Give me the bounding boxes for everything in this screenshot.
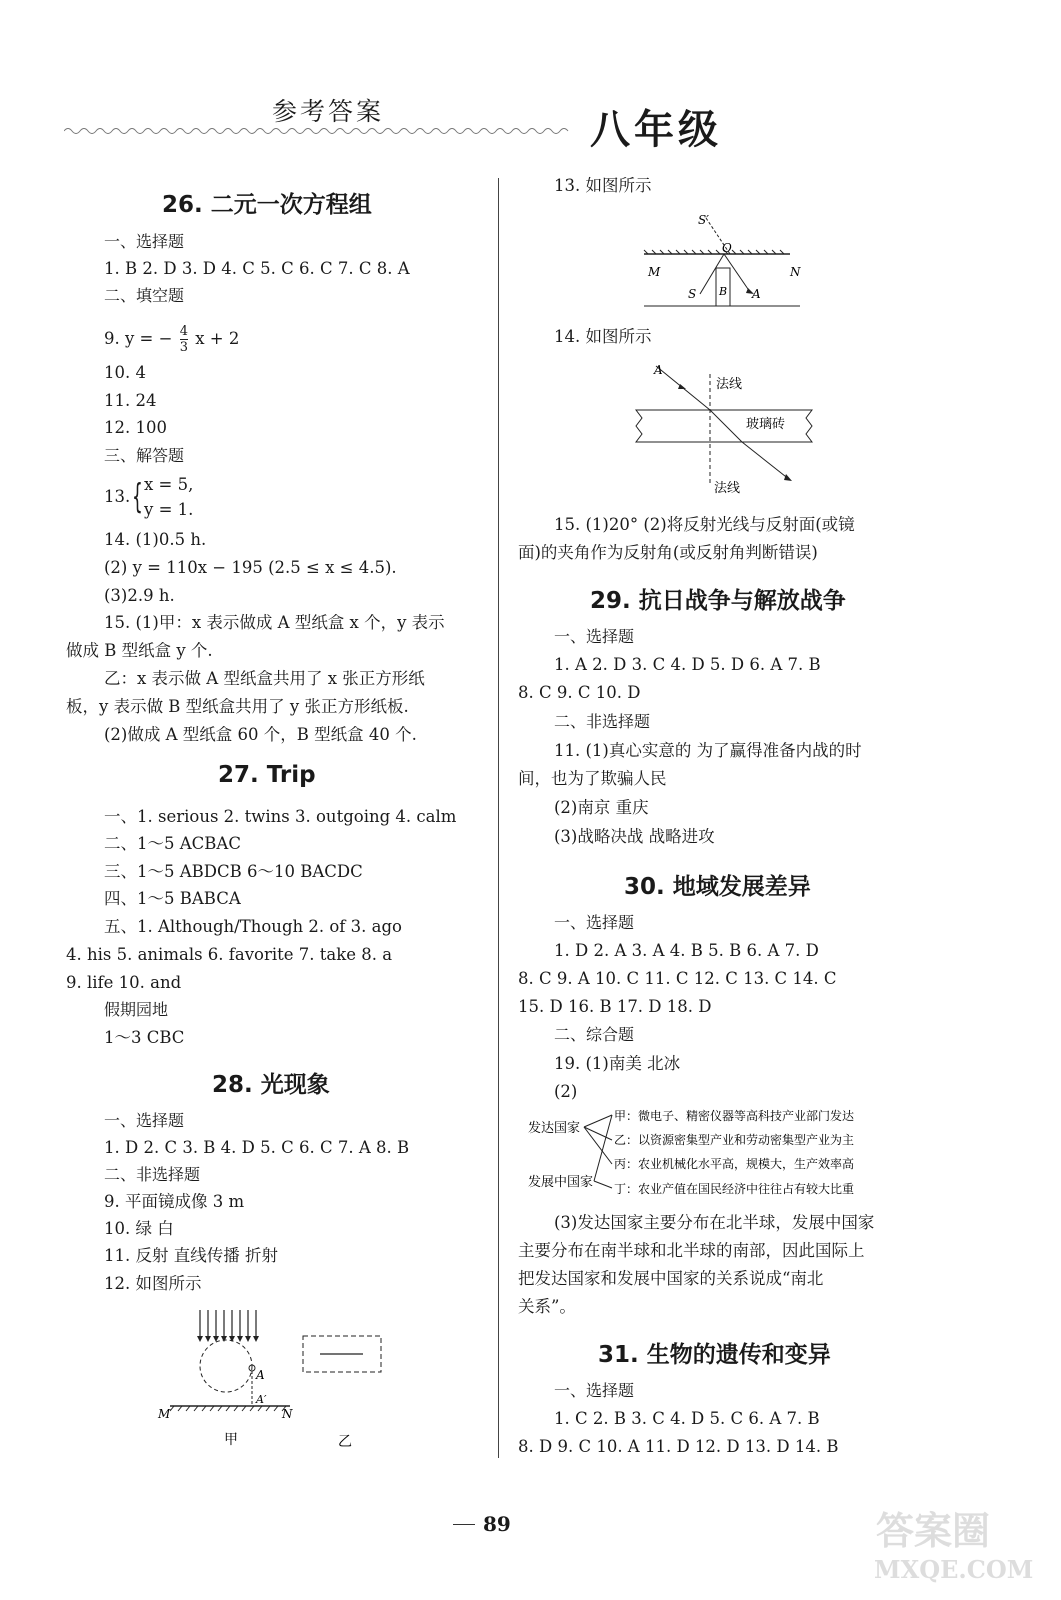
s28b-line: 14. 如图所示 <box>554 327 652 346</box>
fig13-label-s: S <box>688 287 697 301</box>
section-31-title: 31. 生物的遗传和变异 <box>598 1342 831 1368</box>
s27-line: 假期园地 <box>104 1000 169 1019</box>
section-26-title: 26. 二元一次方程组 <box>162 192 372 218</box>
s26-line: 一、选择题 <box>104 232 185 251</box>
section-28-title: 28. 光现象 <box>212 1072 330 1098</box>
s27-line: 9. life 10. and <box>66 973 182 992</box>
fig13-label-o: O <box>722 241 732 255</box>
fraction-denominator: 3 <box>179 340 188 355</box>
s28-line: 10. 绿 白 <box>104 1219 174 1238</box>
s28b-line: 15. (1)20° (2)将反射光线与反射面(或镜 <box>554 515 855 534</box>
s30-line: 把发达国家和发展中国家的关系说成“南北 <box>518 1269 824 1288</box>
s30-line: 二、综合题 <box>554 1025 635 1044</box>
s27-line: 五、1. Although/Though 2. of 3. ago <box>104 917 402 936</box>
page-number: 89 <box>483 1512 511 1536</box>
column-divider <box>498 178 499 1458</box>
s26-q9-suffix: x + 2 <box>195 329 240 348</box>
fig19-developed: 发达国家 <box>528 1121 581 1136</box>
watermark-bottom: MXQE.COM <box>874 1555 1033 1584</box>
s30-line: 19. (1)南美 北冰 <box>554 1054 681 1073</box>
fig19-item-a: 甲：微电子、精密仪器等高科技产业部门发达 <box>614 1109 855 1123</box>
figure-12-shadow-diagram <box>150 1306 410 1456</box>
s26-line: 15. (1)甲：x 表示做成 A 型纸盒 x 个，y 表示 <box>104 613 445 632</box>
fig13-label-n: N <box>790 265 801 279</box>
header-grade: 八年级 <box>590 107 722 153</box>
s26-line: 板，y 表示做 B 型纸盒共用了 y 张正方形纸板. <box>66 697 409 716</box>
s26-line: 10. 4 <box>104 363 146 382</box>
s30-line: 关系”。 <box>518 1297 576 1316</box>
fig13-label-a: A <box>752 287 761 301</box>
s29-line: (3)战略决战 战略进攻 <box>554 827 715 846</box>
s30-line: 1. D 2. A 3. A 4. B 5. B 6. A 7. D <box>554 941 819 960</box>
fig13-label-m: M <box>648 265 661 279</box>
s26-q13-label: 13. <box>104 487 131 506</box>
s28-line: 一、选择题 <box>104 1111 185 1130</box>
fig12-label-m: M <box>158 1407 171 1421</box>
s27-line: 4. his 5. animals 6. favorite 7. take 8. a <box>66 945 393 964</box>
s30-line: 15. D 16. B 17. D 18. D <box>518 997 712 1016</box>
fig19-item-d: 丁：农业产值在国民经济中往往占有较大比重 <box>614 1182 855 1196</box>
watermark-logo <box>868 1498 1033 1588</box>
s29-line: (2)南京 重庆 <box>554 798 649 817</box>
s26-line: 做成 B 型纸盒 y 个. <box>66 641 213 660</box>
s26-line: 乙：x 表示做 A 型纸盒共用了 x 张正方形纸 <box>104 669 425 688</box>
brace-icon: { <box>132 477 143 517</box>
s26-line: (2) y = 110x − 195 (2.5 ≤ x ≤ 4.5). <box>104 558 397 577</box>
page-number-dash <box>453 1524 475 1525</box>
s27-line: 一、1. serious 2. twins 3. outgoing 4. calm <box>104 807 457 826</box>
fig12-label-a: A <box>256 1368 265 1382</box>
s26-q13-eq2: y = 1. <box>144 500 194 519</box>
header-wavy-rule <box>64 124 574 138</box>
fig14-label-glass: 玻璃砖 <box>746 417 786 432</box>
s26-q9-prefix: 9. y = − <box>104 329 173 348</box>
s27-line: 1～3 CBC <box>104 1028 185 1047</box>
s30-line: 8. C 9. A 10. C 11. C 12. C 13. C 14. C <box>518 969 837 988</box>
s30-line: 主要分布在南半球和北半球的南部，因此国际上 <box>518 1241 865 1260</box>
s26-line: 14. (1)0.5 h. <box>104 530 207 549</box>
watermark-top: 答案圈 <box>876 1508 991 1553</box>
s29-line: 一、选择题 <box>554 627 635 646</box>
s31-line: 1. C 2. B 3. C 4. D 5. C 6. A 7. B <box>554 1409 820 1428</box>
fig19-item-b: 乙：以资源密集型产业和劳动密集型产业为主 <box>614 1133 855 1147</box>
s28-line: 12. 如图所示 <box>104 1274 202 1293</box>
fig12-label-yi: 乙 <box>338 1434 352 1450</box>
s30-line: (3)发达国家主要分布在北半球，发展中国家 <box>554 1213 875 1232</box>
s28-line: 二、非选择题 <box>104 1165 201 1184</box>
fig14-label-normal-top: 法线 <box>716 377 743 392</box>
s27-line: 二、1～5 ACBAC <box>104 834 241 853</box>
fig14-label-a: A <box>654 363 663 377</box>
s28b-line: 13. 如图所示 <box>554 176 652 195</box>
s29-line: 11. (1)真心实意的 为了赢得准备内战的时 <box>554 741 862 760</box>
fig19-developing: 发展中国家 <box>528 1175 594 1190</box>
fig13-label-s-prime: S′ <box>698 213 709 227</box>
s26-line: 1. B 2. D 3. D 4. C 5. C 6. C 7. C 8. A <box>104 259 410 278</box>
fig14-label-normal-bottom: 法线 <box>714 481 741 496</box>
fig19-item-c: 丙：农业机械化水平高，规模大，生产效率高 <box>614 1157 855 1171</box>
fig12-label-jia: 甲 <box>224 1432 238 1448</box>
fig13-label-b: B <box>719 285 728 298</box>
s29-line: 1. A 2. D 3. C 4. D 5. D 6. A 7. B <box>554 655 821 674</box>
s26-line: (2)做成 A 型纸盒 60 个，B 型纸盒 40 个. <box>104 725 417 744</box>
s30-line: 一、选择题 <box>554 913 635 932</box>
s26-line: 12. 100 <box>104 418 167 437</box>
s29-line: 间，也为了欺骗人民 <box>518 769 667 788</box>
section-29-title: 29. 抗日战争与解放战争 <box>590 588 846 614</box>
fraction <box>180 324 188 355</box>
fig12-label-a-prime: A′ <box>256 1393 267 1406</box>
s29-line: 8. C 9. C 10. D <box>518 683 641 702</box>
section-30-title: 30. 地域发展差异 <box>624 874 811 900</box>
s26-fraction-line <box>104 324 239 355</box>
s27-line: 四、1～5 BABCA <box>104 889 241 908</box>
s28b-line: 面)的夹角作为反射角(或反射角判断错误) <box>518 543 818 562</box>
s26-line: (3)2.9 h. <box>104 586 175 605</box>
s28-line: 11. 反射 直线传播 折射 <box>104 1246 278 1265</box>
s28-line: 9. 平面镜成像 3 m <box>104 1192 245 1211</box>
s30-line: (2) <box>554 1082 578 1101</box>
fraction-numerator: 4 <box>179 324 188 339</box>
figure-19-country-diagram <box>524 1104 924 1204</box>
section-27-title: 27. Trip <box>218 762 316 788</box>
header-label: 参考答案 <box>272 97 385 126</box>
fig12-label-n: N <box>282 1407 293 1421</box>
s28-line: 1. D 2. C 3. B 4. D 5. C 6. C 7. A 8. B <box>104 1138 410 1157</box>
s29-line: 二、非选择题 <box>554 712 651 731</box>
figure-13-mirror-diagram <box>640 210 810 310</box>
s31-line: 8. D 9. C 10. A 11. D 12. D 13. D 14. B <box>518 1437 839 1456</box>
figure-14-refraction-diagram <box>634 362 824 502</box>
s26-line: 11. 24 <box>104 391 157 410</box>
s26-line: 三、解答题 <box>104 446 185 465</box>
s27-line: 三、1～5 ABDCB 6～10 BACDC <box>104 862 363 881</box>
s26-line: 二、填空题 <box>104 286 185 305</box>
s31-line: 一、选择题 <box>554 1381 635 1400</box>
s26-q13-eq1: x = 5, <box>144 475 194 494</box>
